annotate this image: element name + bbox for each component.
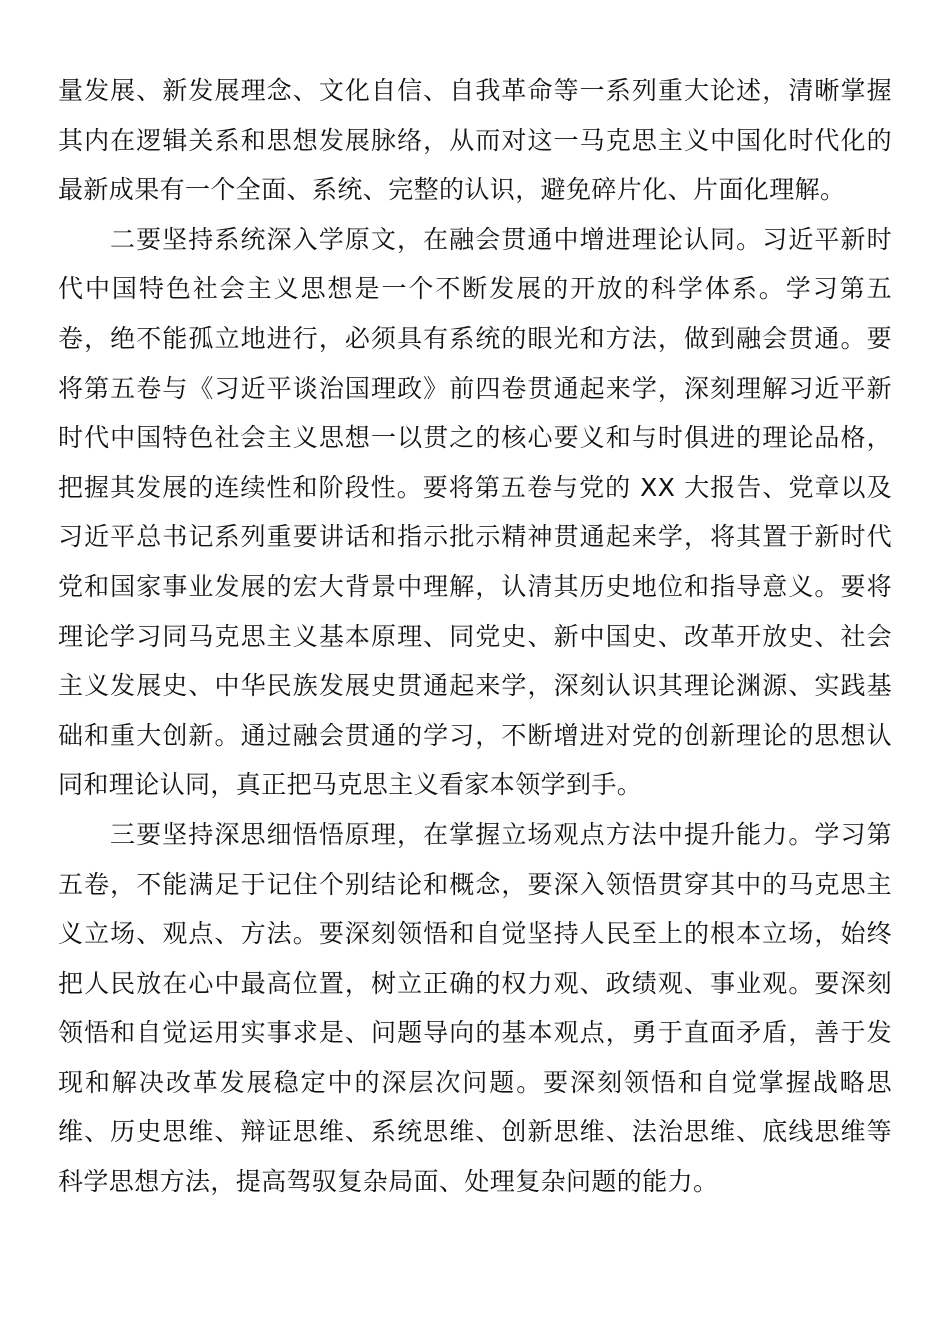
paragraph-continuation: 量发展、新发展理念、文化自信、自我革命等一系列重大论述，清晰掌握其内在逻辑关系和思想发展脉络，从而对这一马克思主义中国化时代化的最新成果有一个全面、系统、完整的认识，避免碎片化、片面化理解。 <box>58 76 892 205</box>
document-page <box>58 66 892 1207</box>
paragraph-point-three: 三要坚持深思细悟悟原理，在掌握立场观点方法中提升能力。学习第五卷，不能满足于记住个别结论和概念，要深入领悟贯穿其中的马克思主义立场、观点、方法。要深刻领悟和自觉坚持人民至上的根本立场，始终把人民放在心中最高位置，树立正确的权力观、政绩观、事业观。要深刻领悟和自觉运用实事求是、问题导向的基本观点，勇于直面矛盾，善于发现和解决改革发展稳定中的深层次问题。要深刻领悟和自觉掌握战略思维、历史思维、辩证思维、系统思维、创新思维、法治思维、底线思维等科学思想方法，提高驾驭复杂局面、处理复杂问题的能力。 <box>58 819 892 1197</box>
paragraph-point-two: 二要坚持系统深入学原文，在融会贯通中增进理论认同。习近平新时代中国特色社会主义思想是一个不断发展的开放的科学体系。学习第五卷，绝不能孤立地进行，必须具有系统的眼光和方法，做到融会贯通。要将第五卷与《习近平谈治国理政》前四卷贯通起来学，深刻理解习近平新时代中国特色社会主义思想一以贯之的核心要义和与时俱进的理论品格，把握其发展的连续性和阶段性。要将第五卷与党的 XX 大报告、党章以及习近平总书记系列重要讲话和指示批示精神贯通起来学，将其置于新时代党和国家事业发展的宏大背景中理解，认清其历史地位和指导意义。要将理论学习同马克思主义基本原理、同党史、新中国史、改革开放史、社会主义发展史、中华民族发展史贯通起来学，深刻认识其理论渊源、实践基础和重大创新。通过融会贯通的学习，不断增进对党的创新理论的思想认同和理论认同，真正把马克思主义看家本领学到手。 <box>58 224 892 800</box>
